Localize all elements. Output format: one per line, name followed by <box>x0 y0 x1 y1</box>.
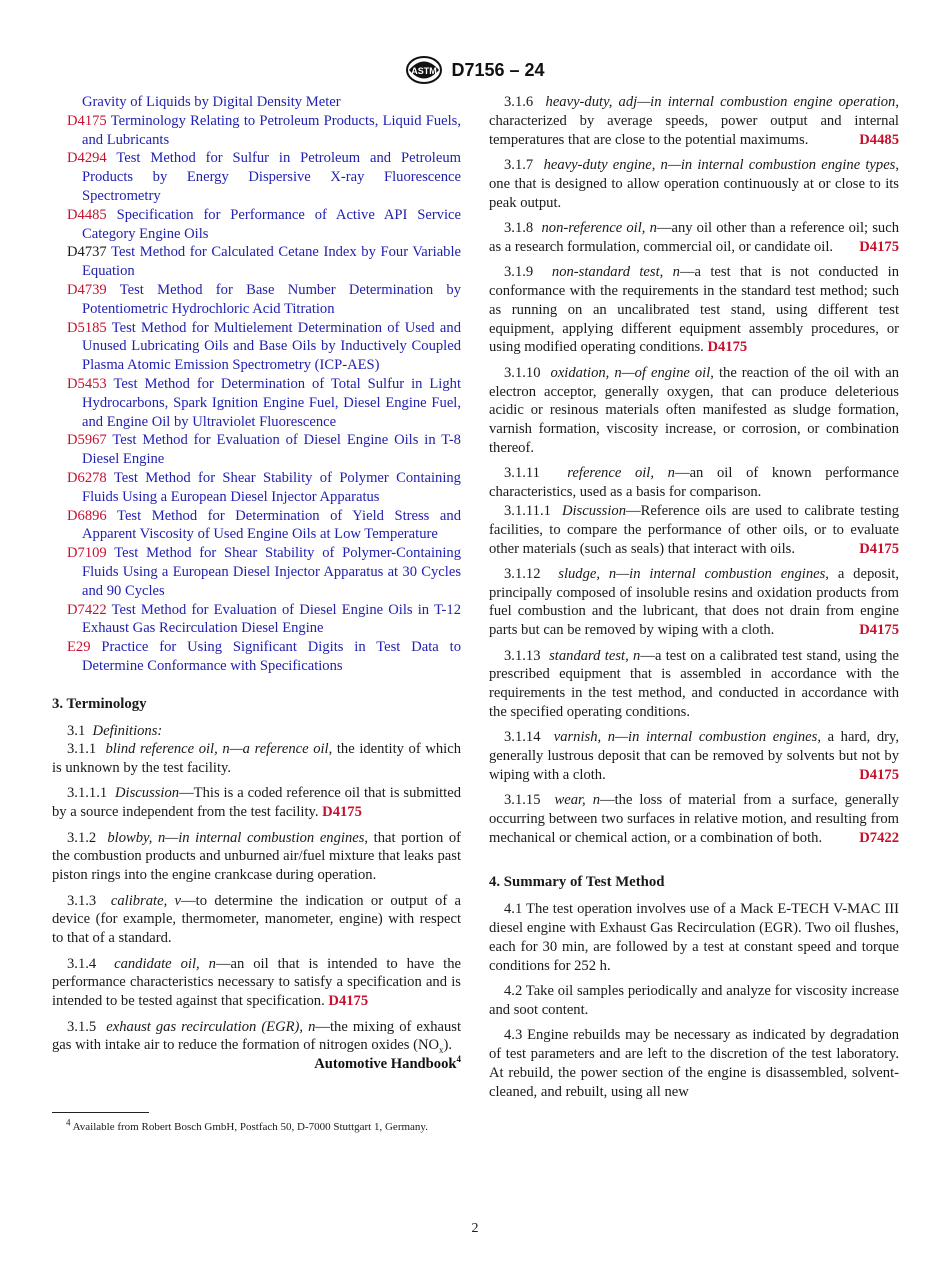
reference-code[interactable]: D7422 <box>67 601 107 618</box>
paragraph-3-1-11-1: 3.1.11.1 Discussion—Reference oils are used to calibrate testing facilities, to compare the performance of other oils, or to evaluate other materials (such as seals) that interact with oils. D4175 <box>489 502 899 557</box>
reference-code[interactable]: D4175 <box>67 112 107 129</box>
reference-code[interactable]: D5967 <box>67 432 107 449</box>
reference-link[interactable]: D7422 <box>859 830 899 847</box>
reference-title[interactable]: Test Method for Evaluation of Diesel Engine Oils in T-12 Exhaust Gas Recirculation Diesel Engine <box>82 601 461 637</box>
reference-title[interactable]: Test Method for Sulfur in Petroleum and Petroleum Products by Energy Dispersive X-ray Fluorescence Spectrometry <box>82 150 461 204</box>
reference-item <box>52 431 461 469</box>
page-number: 2 <box>471 1221 479 1236</box>
paragraph-3-1-12: 3.1.12 sludge, n—in internal combustion engines, a deposit, principally composed of insoluble resins and oxidation products from fuel combustion and the lubricant, that does not drain from engine parts but can be removed by wiping with a cloth. D4175 <box>489 565 899 639</box>
page-header <box>0 52 950 88</box>
reference-title[interactable]: Test Method for Evaluation of Diesel Engine Oils in T-8 Diesel Engine <box>82 432 461 468</box>
reference-title[interactable]: Test Method for Shear Stability of Polymer Containing Fluids Using a European Diesel Injector Apparatus <box>82 469 461 505</box>
reference-item <box>52 601 461 639</box>
paragraph-3-1-5: 3.1.5 exhaust gas recirculation (EGR), n—the mixing of exhaust gas with intake air to reduce the formation of nitrogen oxides $(NO_x)$. Automotive Handbook$^4$ <box>52 1018 462 1073</box>
reference-title[interactable]: Test Method for Determination of Total Sulfur in Light Hydrocarbons, Spark Ignition Engine Fuel, Diesel Engine Fuel, and Engine Oil by Ultraviolet Fluorescence <box>82 375 461 430</box>
paragraph-3-1-3: 3.1.3 calibrate, v—to determine the indication or output of a device (for example, thermometer, manometer, engine) with respect to that of a standard. <box>52 892 462 947</box>
reference-item <box>52 112 461 150</box>
paragraph-3-1-4: 3.1.4 candidate oil, n—an oil that is intended to have the performance characteristics necessary to satisfy a specification and is intended to be tested against that specification. D4175 <box>52 955 462 1010</box>
footnote-divider <box>52 1112 149 1113</box>
reference-item <box>52 281 461 319</box>
reference-item <box>52 638 461 676</box>
reference-item <box>52 469 461 507</box>
logo-text: ASTM <box>411 66 438 76</box>
reference-code[interactable]: D5185 <box>67 319 107 336</box>
right-column <box>489 93 899 1108</box>
paragraph-3-1-8: 3.1.8 non-reference oil, n—any oil other than a reference oil; such as a research formulation, commercial oil, or candidate oil. D4175 <box>489 219 899 255</box>
reference-item <box>52 93 461 112</box>
reference-link[interactable]: D4175 <box>707 339 748 356</box>
reference-link[interactable]: D4175 <box>322 804 362 821</box>
paragraph-3-1-1: 3.1.1 blind reference oil, n—a reference oil, the identity of which is unknown by the test facility. <box>52 741 461 777</box>
section-3-heading: 3. Terminology <box>52 695 147 712</box>
reference-title[interactable]: Terminology Relating to Petroleum Products, Liquid Fuels, and Lubricants <box>82 112 462 148</box>
paragraph-3-1-1-1: 3.1.1.1 Discussion—This is a coded reference oil that is submitted by a source independent from the test facility. D4175 <box>52 785 461 821</box>
paragraph-3-1-15: 3.1.15 wear, n—the loss of material from a surface, generally occurring between two surfaces in relative motion, and resulting from mechanical or chemical action, or a combination of both. D7422 <box>489 792 899 847</box>
reference-title[interactable]: Test Method for Determination of Yield Stress and Apparent Viscosity of Used Engine Oils at Low Temperature <box>82 507 461 543</box>
footnote: $^4$ Available from Robert Bosch GmbH, Postfach 50, D-7000 Stuttgart 1, Germany. <box>66 1117 428 1134</box>
reference-link[interactable]: D4175 <box>859 540 899 557</box>
left-column <box>52 93 461 1135</box>
reference-title[interactable]: Practice for Using Significant Digits in Test Data to Determine Conformance with Specifications <box>82 639 461 674</box>
reference-link[interactable]: D4175 <box>328 993 369 1010</box>
reference-code[interactable]: D7109 <box>67 545 107 562</box>
reference-link[interactable]: D4485 <box>859 131 899 148</box>
section-4-heading: 4. Summary of Test Method <box>489 874 665 891</box>
reference-item <box>52 375 461 431</box>
reference-title[interactable]: Test Method for Shear Stability of Polymer-Containing Fluids Using a European Diesel Injector Apparatus at 30 Cycles and 90 Cycles <box>82 545 462 599</box>
reference-item <box>52 319 461 375</box>
reference-code[interactable]: D6896 <box>67 507 107 524</box>
paragraph-3-1-13: 3.1.13 standard test, n—a test on a calibrated test stand, using the prescribed equipment that is assembled in accordance with the requirements in the test method, and conducted in accordance with the specified operating conditions. <box>489 647 900 721</box>
reference-item <box>52 149 461 205</box>
reference-code[interactable]: D4294 <box>67 150 107 167</box>
paragraph-4-1: 4.1 The test operation involves use of a Mack E-TECH V-MAC III diesel engine with Exhaust Gas Recirculation (EGR). Two oil flushes, each for 30 min, are followed by a test at constant speed and torque conditions for 252 h. <box>489 901 899 974</box>
paragraph-3-1-6: 3.1.6 heavy-duty, adj—in internal combustion engine operation, characterized by average speeds, power output and internal temperatures that are close to the potential maximums. D4485 <box>489 94 900 148</box>
reference-code[interactable]: E29 <box>67 639 91 656</box>
reference-link[interactable]: D4175 <box>859 767 899 784</box>
paragraph-4-2: 4.2 Take oil samples periodically and analyze for viscosity increase and soot content. <box>489 983 899 1018</box>
reference-item <box>52 243 461 281</box>
reference-item <box>52 206 461 244</box>
reference-item <box>52 544 461 600</box>
paragraph-3-1-2: 3.1.2 blowby, n—in internal combustion engines, that portion of the combustion products and unburned air/fuel mixture that leaks past piston rings into the engine crankcase during operation. <box>52 829 461 884</box>
reference-source: Automotive Handbook$^4$ <box>314 1054 461 1073</box>
reference-code[interactable]: D5453 <box>67 375 107 392</box>
reference-title[interactable]: Test Method for Base Number Determination by Potentiometric Hydrochloric Acid Titration <box>82 281 461 317</box>
reference-title[interactable]: Gravity of Liquids by Digital Density Meter <box>82 94 341 110</box>
astm-logo-icon <box>405 55 443 85</box>
reference-code[interactable]: D4485 <box>67 206 107 223</box>
paragraph-3-1-11: 3.1.11 reference oil, n—an oil of known performance characteristics, used as a basis for comparison. <box>489 465 899 501</box>
reference-code[interactable]: D6278 <box>67 469 107 486</box>
paragraph-3-1-7: 3.1.7 heavy-duty engine, n—in internal combustion engine types, one that is designed to allow operation continuously at or close to its peak output. <box>489 156 900 211</box>
paragraph-3-1-14: 3.1.14 varnish, n—in internal combustion engines, a hard, dry, generally lustrous deposit that can be removed by solvents but not by wiping with a cloth. D4175 <box>489 729 900 784</box>
reference-title[interactable]: Test Method for Multielement Determination of Used and Unused Lubricating Oils and Base Oils by Inductively Coupled Plasma Atomic Emission Spectrometry (ICP-AES) <box>82 319 461 374</box>
paragraph-4-3: 4.3 Engine rebuilds may be necessary as indicated by degradation of test parameters and are left to the discretion of the test laboratory. At rebuild, the power section of the engine is disassembled, solvent-cleaned, and rebuilt, using all new <box>489 1027 899 1100</box>
document-id: D7156 – 24 <box>451 59 545 80</box>
paragraph-3-1-9: 3.1.9 non-standard test, n—a test that is not conducted in conformance with the requirements in the standard test method; such as running on an uncalibrated test stand, using different test equipment, applying different equipment assembly procedures, or using modified operating conditions. D4175 <box>489 264 899 356</box>
reference-title[interactable]: Test Method for Calculated Cetane Index by Four Variable Equation <box>82 244 462 280</box>
reference-link[interactable]: D4175 <box>859 238 899 255</box>
reference-link[interactable]: D4175 <box>859 622 899 639</box>
reference-code[interactable]: D4739 <box>67 281 107 298</box>
paragraph-3-1: 3.1 Definitions: <box>67 722 163 739</box>
reference-code: D4737 <box>67 244 107 261</box>
paragraph-3-1-10: 3.1.10 oxidation, n—of engine oil, the reaction of the oil with an electron acceptor, generally oxygen, that can produce deleterious acidic or resinous materials often manifested as sludge formation, varnish formation, viscosity increase, or corrosion, or combination thereof. <box>489 364 900 456</box>
reference-item <box>52 507 461 545</box>
reference-title[interactable]: Specification for Performance of Active API Service Category Engine Oils <box>82 206 461 242</box>
